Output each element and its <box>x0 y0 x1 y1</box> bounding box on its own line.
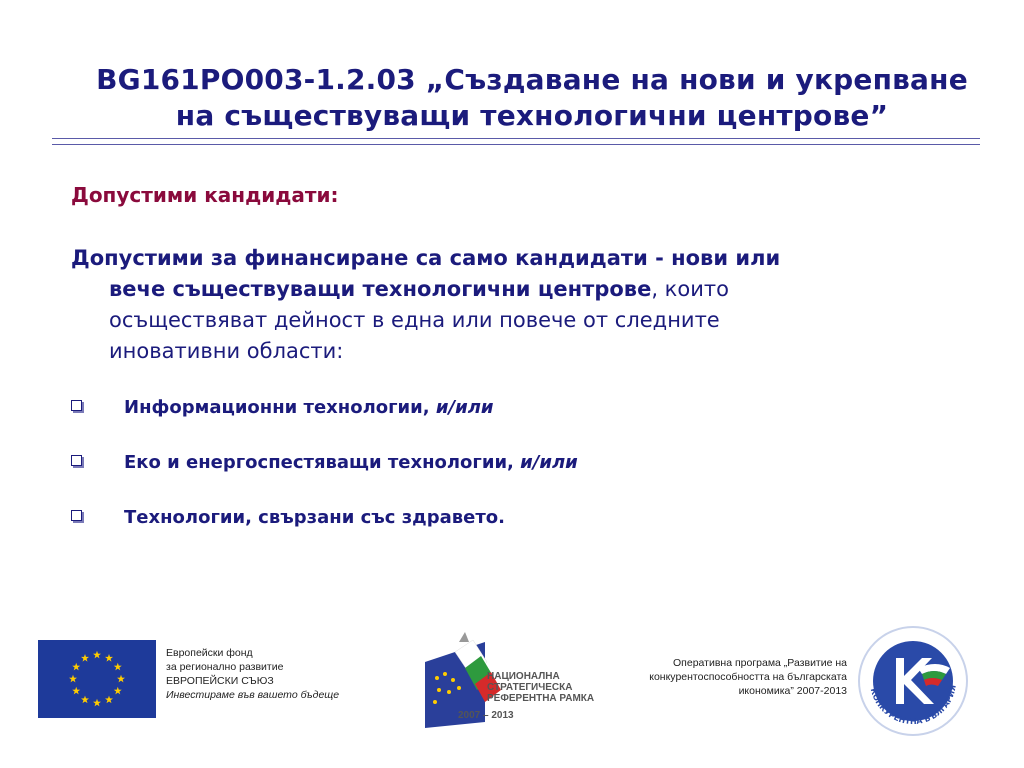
bullet-conjunction: и/или <box>435 397 494 418</box>
nsrf-line: НАЦИОНАЛНА <box>487 671 560 682</box>
checkbox-bullet-icon <box>71 510 82 521</box>
title-line-1: BG161PO003-1.2.03 „Създаване на нови и укрепване <box>96 63 968 96</box>
nsrf-years: 2007 – 2013 <box>458 710 514 721</box>
eu-star <box>81 696 89 704</box>
para-line-1: Допустими за финансиране са само кандидати - нови или <box>71 246 781 270</box>
op-line: Оперативна програма „Развитие на <box>673 657 847 669</box>
eu-star <box>93 699 101 707</box>
nsrf-text <box>487 671 594 704</box>
title-divider <box>52 138 980 145</box>
eligible-candidates-heading: Допустими кандидати: <box>71 183 339 207</box>
checkbox-bullet-icon <box>71 455 82 466</box>
eu-star <box>72 663 80 671</box>
op-line: икономика” 2007-2013 <box>738 685 847 697</box>
bullet-text: Информационни технологии, <box>124 397 436 418</box>
eu-flag-logo <box>38 640 156 718</box>
para-line-4: иновативни области: <box>109 339 344 363</box>
eu-line: за регионално развитие <box>166 661 284 673</box>
eu-stars-icon <box>38 640 156 718</box>
nsrf-line: СТРАТЕГИЧЕСКА <box>487 682 573 693</box>
bullet-text: Еко и енергоспестяващи технологии, <box>124 452 521 473</box>
para-line-3: осъществяват дейност в една или повече от следните <box>109 308 720 332</box>
eu-line: Европейски фонд <box>166 647 253 659</box>
eu-star <box>69 675 77 683</box>
bullet-item <box>71 397 494 418</box>
eu-star <box>114 687 122 695</box>
eu-star <box>105 654 113 662</box>
bullet-item <box>71 507 505 528</box>
checkbox-bullet-icon <box>71 400 82 411</box>
eu-star <box>105 696 113 704</box>
title-line-2: на съществуващи технологични центрове” <box>175 99 889 132</box>
eu-line: ЕВРОПЕЙСКИ СЪЮЗ <box>166 675 274 687</box>
para-line-2-rest: , които <box>651 277 729 301</box>
operational-programme-text <box>649 656 847 698</box>
eu-star <box>81 654 89 662</box>
op-line: конкурентоспособността на българската <box>649 671 847 683</box>
eu-slogan: Инвестираме във вашето бъдеще <box>166 689 340 701</box>
para-line-2 <box>71 274 971 305</box>
eu-star <box>114 663 122 671</box>
bullet-text: Технологии, свързани със здравето. <box>124 507 505 528</box>
para-line-2-bold: вече съществуващи технологични центрове <box>109 277 652 301</box>
bullet-conjunction: и/или <box>520 452 578 473</box>
slide-title <box>40 62 1024 134</box>
nsrf-line: РЕФЕРЕНТНА РАМКА <box>487 693 595 704</box>
eu-fund-text <box>166 646 339 702</box>
eu-star <box>93 651 101 659</box>
eu-star <box>72 687 80 695</box>
competitive-bulgaria-logo-icon <box>856 624 971 739</box>
kb-logo-text: КОНКУРЕНТНА БЪЛГАРИЯ <box>868 684 958 727</box>
bullet-item <box>71 452 578 473</box>
eligibility-paragraph <box>71 243 971 367</box>
eu-star <box>117 675 125 683</box>
